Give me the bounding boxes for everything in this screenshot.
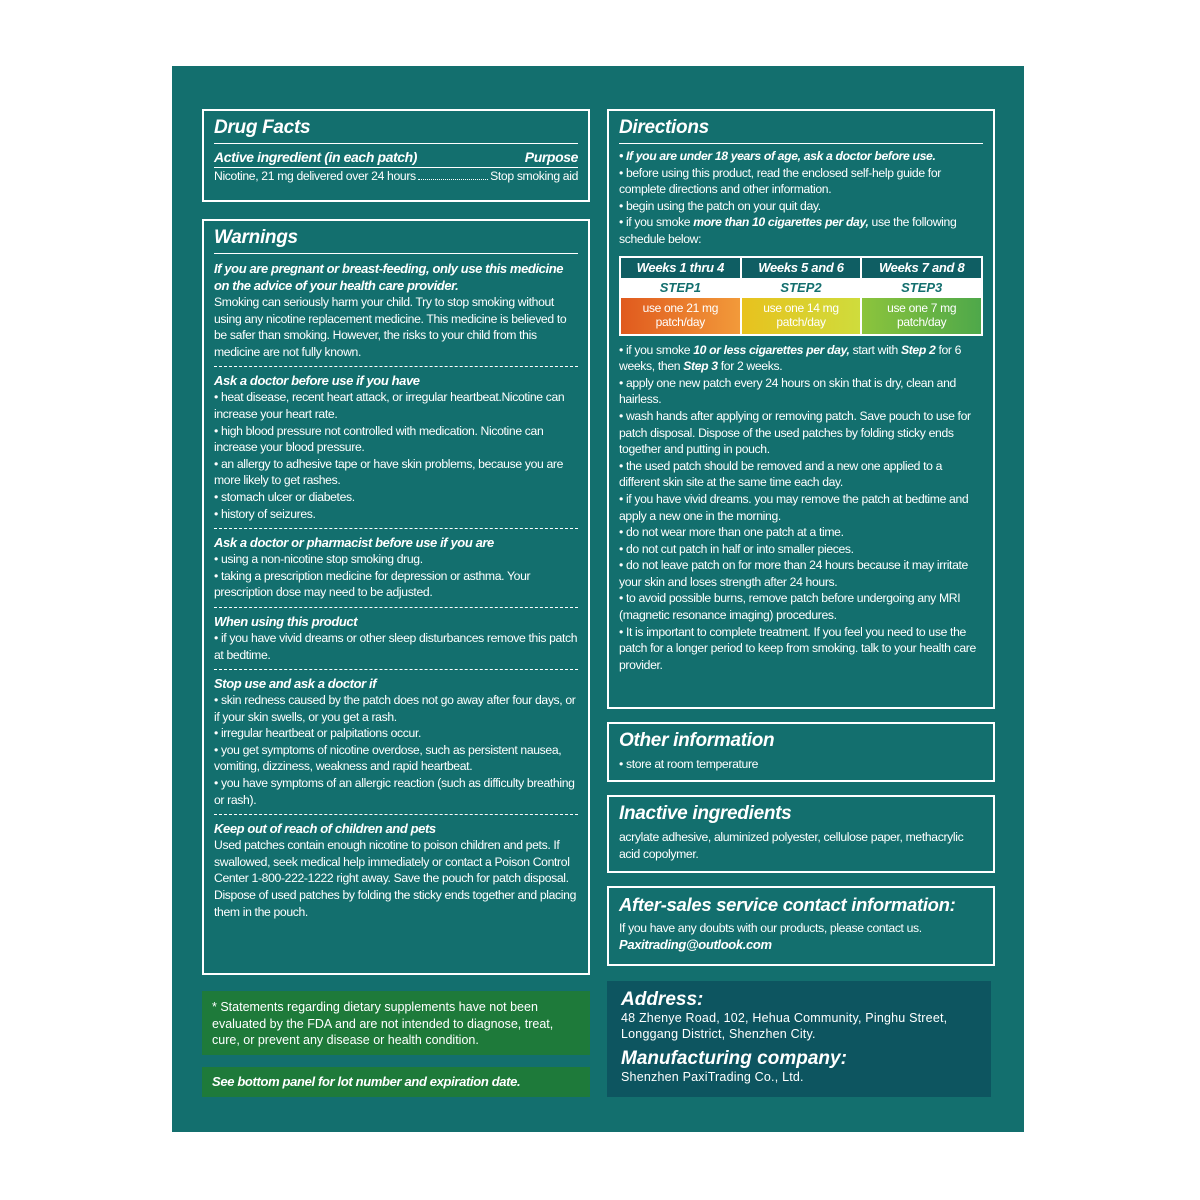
step-weeks: Weeks 5 and 6 (742, 258, 861, 278)
bottom-panel-note (202, 1067, 590, 1097)
list-item: • if you have vivid dreams. you may remove the patch at bedtime and apply a new one in the morning. (619, 491, 969, 523)
list-item: • high blood pressure not controlled with medication. Nicotine can increase your blood pressure. (214, 423, 544, 455)
list-item: • history of seizures. (214, 506, 316, 521)
active-ingredient-header (214, 148, 578, 166)
stop-use-list (214, 692, 578, 808)
list-item: • the used patch should be removed and a new one applied to a different skin site at the same time each day. (619, 458, 943, 490)
list-item: • begin using the patch on your quit day. (619, 198, 821, 213)
list-item: • do not leave patch on for more than 24 hours because it may irritate your skin and loses strength after 24 hours. (619, 558, 968, 589)
supplement-note-text: * Statements regarding dietary supplements have not been evaluated by the FDA and are not intended to diagnose, treat, cure, or prevent any disease or health condition. (212, 1000, 554, 1047)
list-item: • taking a prescription medicine for depression or asthma. Your prescription dose may need to be adjusted. (214, 568, 531, 600)
list-item: • do not wear more than one patch at a time. (619, 525, 844, 540)
list-item: • It is important to complete treatment. If you feel you need to use the patch for a longer period to keep from smoking. talk to your health care provider. (619, 624, 976, 672)
directions-title: Directions (619, 115, 983, 144)
less-than-10-item: • if you smoke 10 or less cigarettes per day, start with Step 2 for 6 weeks, then Step 3 for 2 weeks. (619, 342, 962, 374)
purpose-text: Stop smoking aid (490, 169, 578, 183)
inactive-ingredients-title: Inactive ingredients (619, 803, 792, 824)
keep-out-text: Used patches contain enough nicotine to poison children and pets. If swallowed, seek medical help immediately or contact a Poison Control Center 1-800-222-1222 right away. Save the pouch for patch disposal. Dispose of used patches by folding the sticky ends together and placing them in the pouch. (214, 838, 577, 919)
list-item: • you have symptoms of an allergic reaction (such as difficulty breathing or rash). (214, 776, 575, 807)
other-info-title: Other information (619, 730, 775, 751)
step-1-column (621, 258, 740, 334)
list-item: • heat disease, recent heart attack, or irregular heartbeat.Nicotine can increase your heart rate. (214, 390, 565, 421)
contact-email: Paxitrading@outlook.com (619, 936, 772, 952)
step-weeks: Weeks 7 and 8 (862, 258, 981, 278)
inactive-ingredients-box (607, 795, 995, 873)
ask-pharmacist-list (214, 551, 578, 601)
pregnant-text: Smoking can seriously harm your child. Try to stop smoking without using any nicotine replacement medicine. This medicine is believed to be safer than smoking. However, the risks to your child from this medicine are not fully known. (214, 295, 567, 359)
list-item: • you get symptoms of nicotine overdose, such as persistent nausea, vomiting, dizziness, weakness and rapid heartbeat. (214, 742, 562, 774)
other-info-box (607, 722, 995, 782)
list-item: • do not cut patch in half or into smaller pieces. (619, 541, 854, 556)
other-info-text: • store at room temperature (619, 757, 759, 771)
ask-pharmacist-heading: Ask a doctor or pharmacist before use if you are (214, 535, 494, 551)
under-18-warning: • If you are under 18 years of age, ask a doctor before use. (619, 149, 936, 163)
divider (214, 607, 578, 608)
step-3-column (862, 258, 981, 334)
ingredient-row (214, 168, 578, 185)
directions-box (607, 109, 995, 709)
active-ingredient-heading: Active ingredient (in each patch) (214, 149, 418, 165)
step-dose: use one 14 mg patch/day (742, 298, 861, 334)
list-item: • skin redness caused by the patch does not go away after four days, or if your skin swells, or you get a rash. (214, 693, 576, 724)
when-using-heading: When using this product (214, 613, 358, 629)
list-item: • apply one new patch every 24 hours on skin that is dry, clean and hairless. (619, 375, 956, 407)
list-item: • irregular heartbeat or palpitations occur. (214, 726, 422, 741)
step-label: STEP3 (901, 279, 943, 295)
drug-facts-panel (172, 66, 1024, 1132)
address-box (607, 981, 991, 1097)
manufacturer-text: Shenzhen PaxiTrading Co., Ltd. (621, 1070, 804, 1084)
manufacturer-title: Manufacturing company: (621, 1048, 847, 1069)
step-label: STEP2 (780, 279, 822, 295)
divider (214, 366, 578, 367)
bottom-panel-note-text: See bottom panel for lot number and expiration date. (212, 1074, 521, 1089)
after-sales-title: After-sales service contact information: (619, 894, 956, 915)
leader-dots (418, 179, 488, 180)
warnings-title: Warnings (214, 225, 578, 254)
list-item: • stomach ulcer or diabetes. (214, 489, 355, 504)
list-item: • an allergy to adhesive tape or have skin problems, because you are more likely to get rashes. (214, 456, 564, 488)
divider (214, 814, 578, 815)
address-title: Address: (621, 989, 704, 1010)
drug-facts-box (202, 109, 590, 202)
purpose-heading: Purpose (524, 149, 578, 165)
ask-doctor-list (214, 389, 578, 522)
ingredient-text: Nicotine, 21 mg delivered over 24 hours (214, 169, 416, 183)
step-2-column (742, 258, 861, 334)
step-label: STEP1 (659, 279, 701, 295)
stop-use-heading: Stop use and ask a doctor if (214, 676, 377, 692)
after-sales-text: If you have any doubts with our products, please contact us. (619, 921, 922, 935)
list-item: • using a non-nicotine stop smoking drug. (214, 552, 423, 567)
supplement-note (202, 991, 590, 1055)
step-weeks: Weeks 1 thru 4 (621, 258, 740, 278)
warnings-box (202, 219, 590, 975)
after-sales-box (607, 886, 995, 966)
step-dose: use one 21 mg patch/day (621, 298, 740, 334)
divider (214, 528, 578, 529)
list-item: • to avoid possible burns, remove patch before undergoing any MRI (magnetic resonance imaging) procedures. (619, 591, 961, 623)
pregnant-heading: If you are pregnant or breast-feeding, only use this medicine on the advice of your health care provider. (214, 261, 564, 293)
drug-facts-title: Drug Facts (214, 115, 578, 144)
more-than-10-item: • if you smoke more than 10 cigarettes per day, use the following schedule below: (619, 215, 957, 246)
inactive-ingredients-text: acrylate adhesive, aluminized polyester, cellulose paper, methacrylic acid copolymer. (619, 830, 964, 861)
dosing-schedule-table (619, 256, 983, 336)
address-text: 48 Zhenye Road, 102, Hehua Community, Pinghu Street, Longgang District, Shenzhen City. (621, 1011, 948, 1041)
list-item: • before using this product, read the enclosed self-help guide for complete directions and other information. (619, 165, 941, 197)
ask-doctor-heading: Ask a doctor before use if you have (214, 373, 420, 389)
divider (214, 669, 578, 670)
list-item: • wash hands after applying or removing patch. Save pouch to use for patch disposal. Dispose of the used patches by folding sticky ends together and putting in pouch. (619, 408, 971, 457)
keep-out-heading: Keep out of reach of children and pets (214, 821, 436, 837)
list-item: • if you have vivid dreams or other sleep disturbances remove this patch at bedtime. (214, 630, 578, 662)
step-dose: use one 7 mg patch/day (862, 298, 981, 334)
